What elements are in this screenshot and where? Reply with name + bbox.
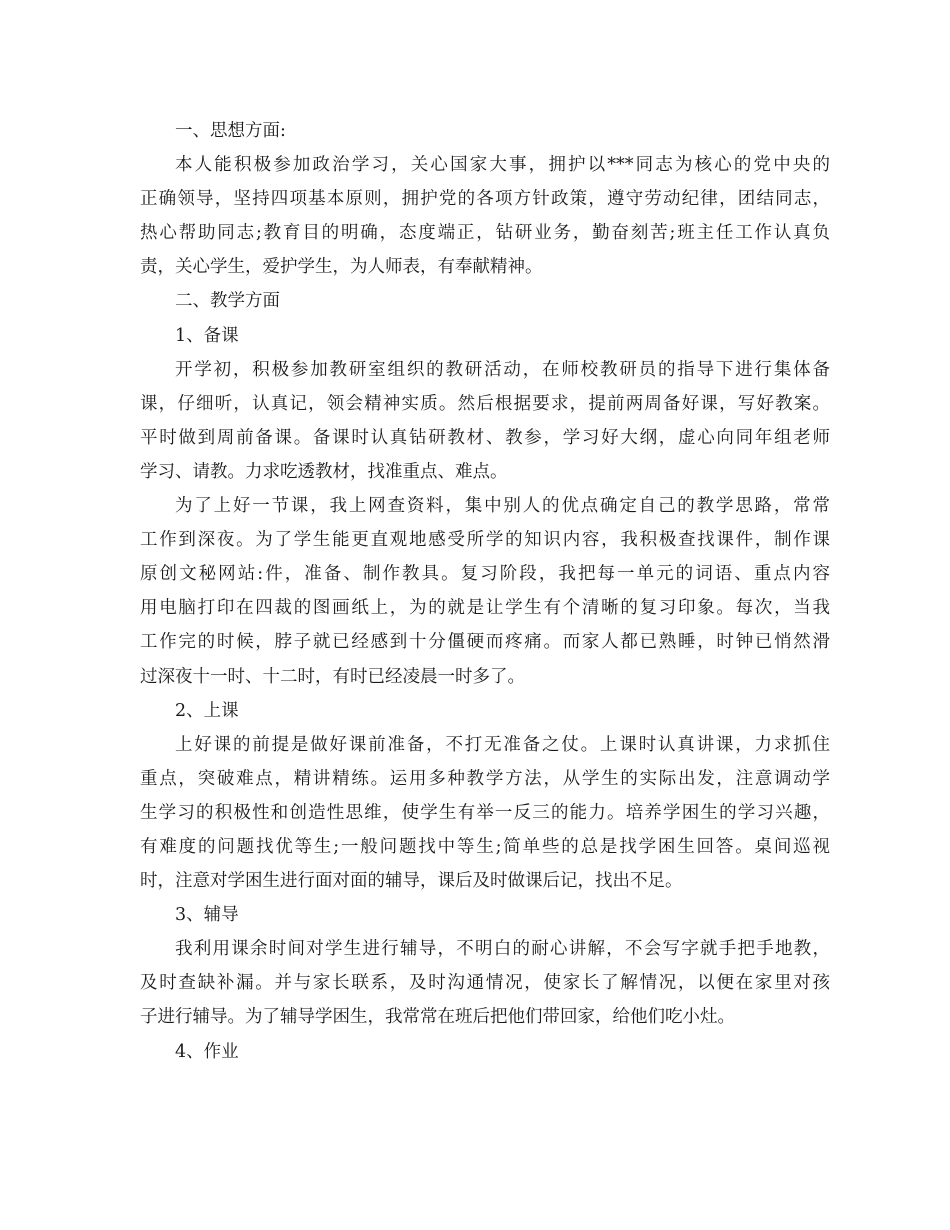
section-heading-thought: 一、思想方面: <box>175 121 286 141</box>
paragraph-line: 过深夜十一时、十二时，有时已经凌晨一时多了。 <box>140 666 525 687</box>
paragraph-line: 为了上好一节课，我上网查资料，集中别人的优点确定自己的教学思路，常常 <box>175 496 830 517</box>
paragraph-line: 工作完的时候，脖子就已经感到十分僵硬而疼痛。而家人都已熟睡，时钟已悄然滑 <box>140 632 830 653</box>
paragraph-line: 生学习的积极性和创造性思维，使学生有举一反三的能力。培养学困生的学习兴趣， <box>140 802 830 823</box>
section-heading-teaching: 二、教学方面 <box>175 291 280 312</box>
paragraph-class <box>140 728 830 898</box>
paragraph-line: 责，关心学生，爱护学生，为人师表，有奉献精神。 <box>140 257 543 278</box>
paragraph-line: 我利用课余时间对学生进行辅导，不明白的耐心讲解，不会写字就手把手地教， <box>175 939 830 960</box>
paragraph-lesson-prep-1 <box>140 353 830 489</box>
subheading-tutoring: 3、辅导 <box>175 905 239 926</box>
subheading-lesson-prep: 1、备课 <box>175 325 239 346</box>
paragraph-line: 平时做到周前备课。备课时认真钻研教材、教参，学习好大纲，虚心向同年组老师 <box>140 427 830 448</box>
subheading-class: 2、上课 <box>175 700 239 721</box>
paragraph-line: 本人能积极参加政治学习，关心国家大事，拥护以***同志为核心的党中央的 <box>175 155 830 176</box>
paragraph-line: 课，仔细听，认真记，领会精神实质。然后根据要求，提前两周备好课，写好教案。 <box>140 393 830 414</box>
paragraph-line: 重点，突破难点，精讲精练。运用多种教学方法，从学生的实际出发，注意调动学 <box>140 768 830 789</box>
paragraph-line: 工作到深夜。为了学生能更直观地感受所学的知识内容，我积极查找课件，制作课 <box>140 530 830 551</box>
paragraph-line: 子进行辅导。为了辅导学困生，我常常在班后把他们带回家，给他们吃小灶。 <box>140 1007 735 1028</box>
paragraph-line: 正确领导，坚持四项基本原则，拥护党的各项方针政策，遵守劳动纪律，团结同志， <box>140 189 830 210</box>
subheading-homework: 4、作业 <box>175 1041 239 1062</box>
paragraph-line: 学习、请教。力求吃透教材，找准重点、难点。 <box>140 461 508 482</box>
paragraph-line: 有难度的问题找优等生;一般问题找中等生;简单些的总是找学困生回答。桌间巡视 <box>140 836 830 857</box>
paragraph-line: 时，注意对学困生进行面对面的辅导，课后及时做课后记，找出不足。 <box>140 871 683 892</box>
paragraph-line: 及时查缺补漏。并与家长联系，及时沟通情况，使家长了解情况，以便在家里对孩 <box>140 973 830 994</box>
paragraph-line: 开学初，积极参加教研室组织的教研活动，在师校教研员的指导下进行集体备 <box>175 359 830 380</box>
paragraph-thought <box>140 148 830 284</box>
document-page <box>140 114 830 1069</box>
paragraph-line: 原创文秘网站:件，准备、制作教具。复习阶段，我把每一单元的词语、重点内容 <box>140 564 830 585</box>
paragraph-tutoring <box>140 932 830 1034</box>
paragraph-line: 上好课的前提是做好课前准备，不打无准备之仗。上课时认真讲课，力求抓住 <box>175 734 830 755</box>
paragraph-lesson-prep-2 <box>140 489 830 694</box>
paragraph-line: 用电脑打印在四裁的图画纸上，为的就是让学生有个清晰的复习印象。每次，当我 <box>140 598 830 619</box>
paragraph-line: 热心帮助同志;教育目的明确，态度端正，钻研业务，勤奋刻苦;班主任工作认真负 <box>140 223 830 244</box>
